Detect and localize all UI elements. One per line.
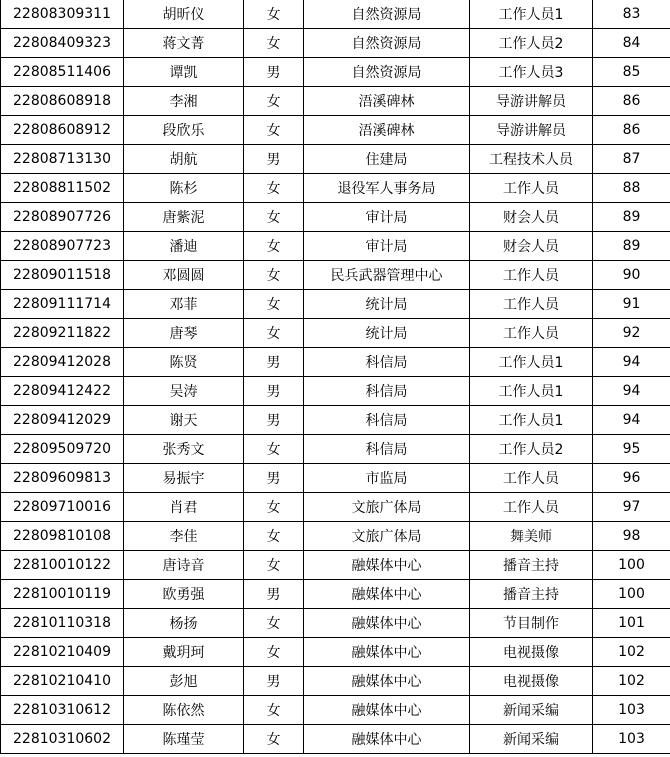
seat-number-cell: 85 (593, 58, 670, 87)
gender-cell: 女 (244, 638, 304, 667)
gender-cell: 女 (244, 261, 304, 290)
gender-cell: 男 (244, 406, 304, 435)
exam-number-cell: 22810310612 (1, 696, 124, 725)
gender-cell: 女 (244, 203, 304, 232)
gender-cell: 男 (244, 348, 304, 377)
seat-number-cell: 95 (593, 435, 670, 464)
seat-number-cell: 89 (593, 203, 670, 232)
gender-cell: 男 (244, 58, 304, 87)
table-row (1, 290, 670, 319)
exam-number-cell: 22810010122 (1, 551, 124, 580)
unit-cell: 科信局 (304, 377, 470, 406)
position-cell: 财会人员 (470, 203, 593, 232)
seat-number-cell: 94 (593, 377, 670, 406)
unit-cell: 审计局 (304, 232, 470, 261)
seat-number-cell: 98 (593, 522, 670, 551)
gender-cell: 男 (244, 580, 304, 609)
unit-cell: 民兵武器管理中心 (304, 261, 470, 290)
gender-cell: 女 (244, 435, 304, 464)
name-cell: 肖君 (124, 493, 244, 522)
unit-cell: 退役军人事务局 (304, 174, 470, 203)
exam-number-cell: 22809412422 (1, 377, 124, 406)
exam-number-cell: 22809412029 (1, 406, 124, 435)
gender-cell: 女 (244, 290, 304, 319)
unit-cell: 审计局 (304, 203, 470, 232)
exam-number-cell: 22809412028 (1, 348, 124, 377)
seat-number-cell: 103 (593, 696, 670, 725)
position-cell: 工作人员2 (470, 435, 593, 464)
position-cell: 财会人员 (470, 232, 593, 261)
table-row (1, 203, 670, 232)
exam-number-cell: 22810010119 (1, 580, 124, 609)
name-cell: 谢天 (124, 406, 244, 435)
unit-cell: 统计局 (304, 319, 470, 348)
seat-number-cell: 96 (593, 464, 670, 493)
name-cell: 唐诗音 (124, 551, 244, 580)
unit-cell: 科信局 (304, 406, 470, 435)
exam-number-cell: 22808811502 (1, 174, 124, 203)
seat-number-cell: 97 (593, 493, 670, 522)
table-row (1, 29, 670, 58)
exam-number-cell: 22809211822 (1, 319, 124, 348)
seat-number-cell: 102 (593, 638, 670, 667)
seat-number-cell: 91 (593, 290, 670, 319)
exam-number-cell: 22810210410 (1, 667, 124, 696)
table-row (1, 667, 670, 696)
unit-cell: 融媒体中心 (304, 580, 470, 609)
position-cell: 播音主持 (470, 551, 593, 580)
exam-number-cell: 22809011518 (1, 261, 124, 290)
seat-number-cell: 102 (593, 667, 670, 696)
table-row (1, 551, 670, 580)
position-cell: 新闻采编 (470, 696, 593, 725)
table-row (1, 522, 670, 551)
gender-cell: 女 (244, 116, 304, 145)
unit-cell: 住建局 (304, 145, 470, 174)
unit-cell: 文旅广体局 (304, 522, 470, 551)
table-row (1, 319, 670, 348)
table-row (1, 696, 670, 725)
gender-cell: 女 (244, 29, 304, 58)
unit-cell: 科信局 (304, 348, 470, 377)
exam-number-cell: 22810110318 (1, 609, 124, 638)
table-row (1, 638, 670, 667)
name-cell: 陈依然 (124, 696, 244, 725)
name-cell: 邓菲 (124, 290, 244, 319)
position-cell: 工程技术人员 (470, 145, 593, 174)
exam-number-cell: 22808713130 (1, 145, 124, 174)
seat-number-cell: 83 (593, 0, 670, 29)
unit-cell: 自然资源局 (304, 0, 470, 29)
name-cell: 李佳 (124, 522, 244, 551)
position-cell: 工作人员 (470, 493, 593, 522)
exam-number-cell: 22809810108 (1, 522, 124, 551)
seat-number-cell: 89 (593, 232, 670, 261)
table-row (1, 609, 670, 638)
table-row (1, 464, 670, 493)
unit-cell: 融媒体中心 (304, 696, 470, 725)
table-row (1, 58, 670, 87)
name-cell: 杨扬 (124, 609, 244, 638)
table-row (1, 261, 670, 290)
name-cell: 陈瑾莹 (124, 725, 244, 754)
table-row (1, 493, 670, 522)
gender-cell: 女 (244, 609, 304, 638)
position-cell: 电视摄像 (470, 667, 593, 696)
name-cell: 唐紫泥 (124, 203, 244, 232)
position-cell: 电视摄像 (470, 638, 593, 667)
table-row (1, 116, 670, 145)
exam-number-cell: 22809509720 (1, 435, 124, 464)
unit-cell: 统计局 (304, 290, 470, 319)
position-cell: 工作人员3 (470, 58, 593, 87)
gender-cell: 男 (244, 145, 304, 174)
unit-cell: 市监局 (304, 464, 470, 493)
name-cell: 胡航 (124, 145, 244, 174)
position-cell: 工作人员2 (470, 29, 593, 58)
exam-number-cell: 22810310602 (1, 725, 124, 754)
name-cell: 潘迪 (124, 232, 244, 261)
seat-number-cell: 86 (593, 116, 670, 145)
exam-number-cell: 22809710016 (1, 493, 124, 522)
gender-cell: 女 (244, 174, 304, 203)
name-cell: 谭凯 (124, 58, 244, 87)
position-cell: 工作人员1 (470, 348, 593, 377)
name-cell: 彭旭 (124, 667, 244, 696)
position-cell: 舞美师 (470, 522, 593, 551)
table-row (1, 435, 670, 464)
gender-cell: 男 (244, 377, 304, 406)
unit-cell: 科信局 (304, 435, 470, 464)
unit-cell: 融媒体中心 (304, 667, 470, 696)
exam-number-cell: 22808608912 (1, 116, 124, 145)
seat-number-cell: 94 (593, 348, 670, 377)
table-row (1, 580, 670, 609)
name-cell: 戴玥珂 (124, 638, 244, 667)
unit-cell: 浯溪碑林 (304, 116, 470, 145)
seat-number-cell: 88 (593, 174, 670, 203)
table-row (1, 145, 670, 174)
table-row (1, 232, 670, 261)
exam-number-cell: 22808907723 (1, 232, 124, 261)
unit-cell: 融媒体中心 (304, 638, 470, 667)
seat-number-cell: 100 (593, 551, 670, 580)
position-cell: 工作人员 (470, 174, 593, 203)
exam-number-cell: 22808907726 (1, 203, 124, 232)
exam-number-cell: 22808309311 (1, 0, 124, 29)
position-cell: 节目制作 (470, 609, 593, 638)
gender-cell: 女 (244, 522, 304, 551)
table-row (1, 0, 670, 29)
position-cell: 工作人员1 (470, 377, 593, 406)
exam-number-cell: 22808608918 (1, 87, 124, 116)
gender-cell: 女 (244, 232, 304, 261)
table-row (1, 406, 670, 435)
exam-number-cell: 22810210409 (1, 638, 124, 667)
seat-number-cell: 92 (593, 319, 670, 348)
exam-number-cell: 22809609813 (1, 464, 124, 493)
name-cell: 张秀文 (124, 435, 244, 464)
table-row (1, 348, 670, 377)
gender-cell: 女 (244, 0, 304, 29)
gender-cell: 女 (244, 696, 304, 725)
gender-cell: 男 (244, 667, 304, 696)
name-cell: 唐琴 (124, 319, 244, 348)
name-cell: 胡昕仪 (124, 0, 244, 29)
name-cell: 欧勇强 (124, 580, 244, 609)
seat-number-cell: 103 (593, 725, 670, 754)
name-cell: 段欣乐 (124, 116, 244, 145)
position-cell: 工作人员 (470, 290, 593, 319)
unit-cell: 浯溪碑林 (304, 87, 470, 116)
gender-cell: 女 (244, 551, 304, 580)
position-cell: 工作人员 (470, 261, 593, 290)
name-cell: 易振宇 (124, 464, 244, 493)
table-row (1, 725, 670, 754)
position-cell: 导游讲解员 (470, 87, 593, 116)
gender-cell: 女 (244, 319, 304, 348)
position-cell: 工作人员 (470, 464, 593, 493)
seat-number-cell: 100 (593, 580, 670, 609)
position-cell: 新闻采编 (470, 725, 593, 754)
name-cell: 邓圆圆 (124, 261, 244, 290)
exam-number-cell: 22808511406 (1, 58, 124, 87)
seat-number-cell: 101 (593, 609, 670, 638)
name-cell: 李湘 (124, 87, 244, 116)
gender-cell: 女 (244, 87, 304, 116)
position-cell: 工作人员1 (470, 0, 593, 29)
position-cell: 工作人员 (470, 319, 593, 348)
unit-cell: 融媒体中心 (304, 609, 470, 638)
candidate-table-body (1, 0, 670, 754)
position-cell: 工作人员1 (470, 406, 593, 435)
seat-number-cell: 86 (593, 87, 670, 116)
unit-cell: 融媒体中心 (304, 725, 470, 754)
unit-cell: 自然资源局 (304, 58, 470, 87)
name-cell: 吴涛 (124, 377, 244, 406)
seat-number-cell: 87 (593, 145, 670, 174)
seat-number-cell: 90 (593, 261, 670, 290)
seat-number-cell: 94 (593, 406, 670, 435)
exam-number-cell: 22808409323 (1, 29, 124, 58)
position-cell: 导游讲解员 (470, 116, 593, 145)
table-row (1, 87, 670, 116)
gender-cell: 女 (244, 493, 304, 522)
unit-cell: 融媒体中心 (304, 551, 470, 580)
gender-cell: 男 (244, 464, 304, 493)
unit-cell: 自然资源局 (304, 29, 470, 58)
gender-cell: 女 (244, 725, 304, 754)
exam-number-cell: 22809111714 (1, 290, 124, 319)
table-row (1, 174, 670, 203)
unit-cell: 文旅广体局 (304, 493, 470, 522)
table-row (1, 377, 670, 406)
name-cell: 陈杉 (124, 174, 244, 203)
position-cell: 播音主持 (470, 580, 593, 609)
name-cell: 蒋文菁 (124, 29, 244, 58)
seat-number-cell: 84 (593, 29, 670, 58)
name-cell: 陈贤 (124, 348, 244, 377)
